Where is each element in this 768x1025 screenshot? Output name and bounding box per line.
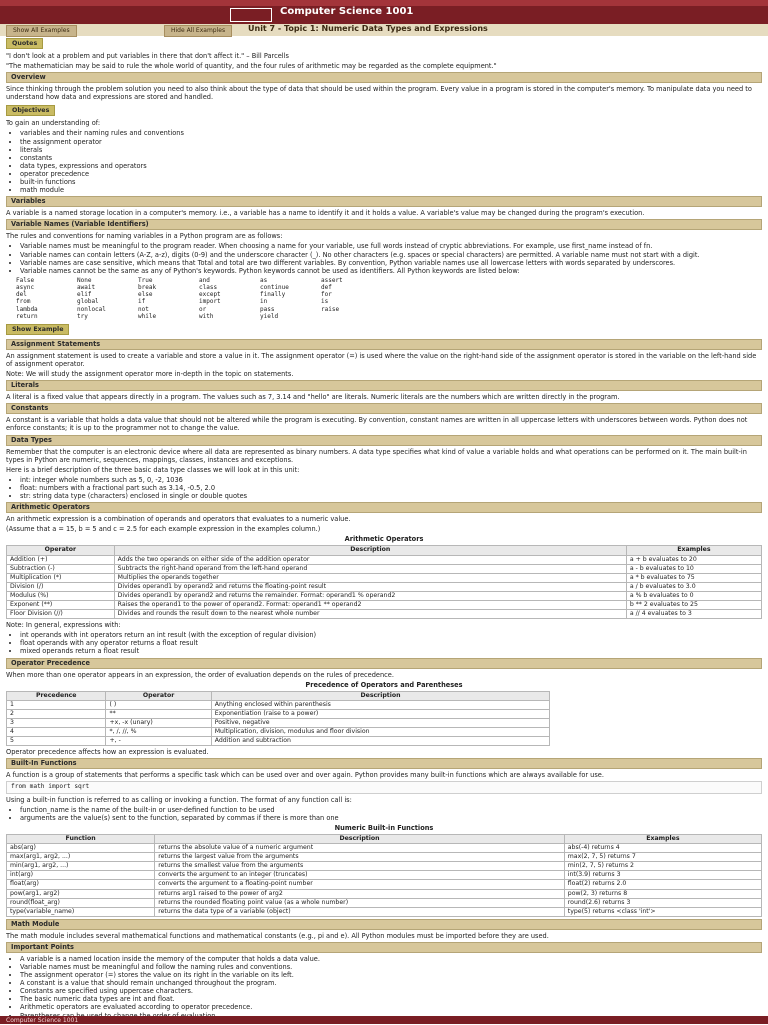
- objectives-toggle[interactable]: Objectives: [6, 105, 55, 116]
- keyword-table: [16, 277, 762, 320]
- keyword: while: [138, 313, 193, 320]
- important-points: [20, 955, 762, 1021]
- operator-row: [7, 610, 762, 619]
- functions-caption: Numeric Built-in Functions: [6, 824, 762, 832]
- prec-header: Description: [211, 691, 550, 700]
- function-cell: type(5) returns <class 'int'>: [564, 907, 761, 916]
- precedence-cell: **: [106, 709, 211, 718]
- operator-row: [7, 591, 762, 600]
- keyword: False: [16, 277, 71, 284]
- function-cell: returns the largest value from the arguments: [155, 853, 565, 862]
- functions-text: A function is a group of statements that performs a specific task which can be used over and over again. Python provides many built-in functions which are always available for use.: [6, 771, 762, 779]
- keyword: is: [321, 298, 376, 305]
- keyword: assert: [321, 277, 376, 284]
- op-header: Description: [114, 546, 626, 555]
- function-cell: float(2) returns 2.0: [564, 880, 761, 889]
- precedence-cell: 1: [7, 700, 106, 709]
- function-cell: abs(-4) returns 4: [564, 844, 761, 853]
- important-point: • Constants are specified using uppercase characters.: [20, 987, 762, 995]
- operator-cell: Adds the two operands on either side of the addition operator: [114, 555, 626, 564]
- app-title: Computer Science 1001: [280, 8, 413, 16]
- precedence-cell: Multiplication, division, modulus and floor division: [211, 728, 550, 737]
- operators-table: [6, 545, 762, 619]
- precedence-caption: Precedence of Operators and Parentheses: [6, 681, 762, 689]
- function-cell: returns the rounded floating point value (as a whole number): [155, 898, 565, 907]
- precedence-cell: +, -: [106, 737, 211, 746]
- keyword: return: [16, 313, 71, 320]
- math-import-code: from math import sqrt: [6, 781, 762, 793]
- constants-heading: Constants: [6, 403, 762, 414]
- variables-text: A variable is a named storage location in a computer's memory. i.e., a variable has a name to identify it and it holds a value. A variable's value may be changed during the program's execution.: [6, 209, 762, 217]
- function-cell: round(float_arg): [7, 898, 155, 907]
- objectives-list: [20, 129, 762, 194]
- keyword: import: [199, 298, 254, 305]
- keyword: finally: [260, 291, 315, 298]
- operator-cell: Exponent (**): [7, 600, 115, 609]
- operator-row: [7, 600, 762, 609]
- function-row: [7, 898, 762, 907]
- math-text: The math module includes several mathematical functions and mathematical constants (e.g., pi and e). All Python modules must be imported before they are used.: [6, 932, 762, 940]
- precedence-cell: 5: [7, 737, 106, 746]
- operator-cell: Floor Division (//): [7, 610, 115, 619]
- precedence-table: [6, 691, 550, 747]
- objective-item: • variables and their naming rules and conventions: [20, 129, 762, 137]
- keyword: in: [260, 298, 315, 305]
- precedence-row: [7, 728, 550, 737]
- precedence-cell: +x, -x (unary): [106, 719, 211, 728]
- keyword: class: [199, 284, 254, 291]
- function-cell: round(2.6) returns 3: [564, 898, 761, 907]
- precedence-cell: Addition and subtraction: [211, 737, 550, 746]
- assignment-note: Note: We will study the assignment operator more in-depth in the topic on statements.: [6, 370, 762, 378]
- keyword: not: [138, 306, 193, 313]
- precedence-cell: 4: [7, 728, 106, 737]
- keyword: continue: [260, 284, 315, 291]
- function-cell: abs(arg): [7, 844, 155, 853]
- constants-text: A constant is a variable that holds a data value that should not be altered while the program is executing. By convention, constant names are written in all uppercase letters with underscores between words. Python does not enforce constants; it is up to the programmer not to change the value.: [6, 416, 762, 432]
- functions-heading: Built-In Functions: [6, 758, 762, 769]
- names-intro: The rules and conventions for naming variables in a Python program are as follows:: [6, 232, 762, 240]
- function-cell: int(arg): [7, 871, 155, 880]
- function-cell: pow(arg1, arg2): [7, 889, 155, 898]
- precedence-cell: 2: [7, 709, 106, 718]
- show-all-examples-button[interactable]: Show All Examples: [6, 25, 77, 37]
- function-row: [7, 844, 762, 853]
- operators-heading: Arithmetic Operators: [6, 502, 762, 513]
- operator-cell: Division (/): [7, 582, 115, 591]
- keyword: yield: [260, 313, 315, 320]
- operator-cell: Subtraction (-): [7, 564, 115, 573]
- app-header: [0, 0, 768, 24]
- function-cell: max(2, 7, 5) returns 7: [564, 853, 761, 862]
- variable-names-heading: Variable Names (Variable Identifiers): [6, 219, 762, 230]
- numeric-type: • str: string data type (characters) enclosed in single or double quotes: [20, 492, 762, 500]
- precedence-cell: Anything enclosed within parenthesis: [211, 700, 550, 709]
- overview-heading: Overview: [6, 72, 762, 83]
- prec-header: Precedence: [7, 691, 106, 700]
- precedence-cell: Exponentiation (raise to a power): [211, 709, 550, 718]
- keyword: global: [77, 298, 132, 305]
- function-cell: converts the argument to a floating-point number: [155, 880, 565, 889]
- operator-row: [7, 582, 762, 591]
- naming-rule: • Variable names cannot be the same as any of Python's keywords. Python keywords cannot be used as identifiers. All Python keywords are listed below:: [20, 267, 762, 275]
- where-points: [20, 806, 762, 822]
- precedence-row: [7, 737, 550, 746]
- naming-rule: • Variable names must be meaningful to the program reader. When choosing a name for your variable, use full words instead of cryptic abbreviations. For example, use first_name instead of fn.: [20, 242, 762, 250]
- operator-cell: a / b evaluates to 3.0: [626, 582, 761, 591]
- division-points: [20, 631, 762, 655]
- operator-row: [7, 555, 762, 564]
- precedence-row: [7, 700, 550, 709]
- function-row: [7, 889, 762, 898]
- literals-text: A literal is a fixed value that appears directly in a program. The values such as 7, 3.14 and "hello" are literals. Numeric literals are the numbers which are written directly in the program.: [6, 393, 762, 401]
- important-point: • The basic numeric data types are int and float.: [20, 995, 762, 1003]
- numeric-types: [20, 476, 762, 500]
- where-point: • arguments are the value(s) sent to the function, separated by commas if there is more than one: [20, 814, 762, 822]
- numeric-type: • float: numbers with a fractional part such as 3.14, -0.5, 2.0: [20, 484, 762, 492]
- function-cell: converts the argument to an integer (truncates): [155, 871, 565, 880]
- operator-cell: Multiplication (*): [7, 573, 115, 582]
- division-point: • int operands with int operators return an int result (with the exception of regular division): [20, 631, 762, 639]
- function-cell: int(3.9) returns 3: [564, 871, 761, 880]
- keyword: await: [77, 284, 132, 291]
- math-heading: Math Module: [6, 919, 762, 930]
- precedence-row: [7, 709, 550, 718]
- keyword: pass: [260, 306, 315, 313]
- precedence-cell: 3: [7, 719, 106, 728]
- important-point: • Arithmetic operators are evaluated according to operator precedence.: [20, 1003, 762, 1011]
- keyword: del: [16, 291, 71, 298]
- overview-text: Since thinking through the problem solution you need to also think about the type of data that should be used within the program. Every value in a program is stored in the computer's memory. To manipulate data you need to understand how data and expressions are stored and handled.: [6, 85, 762, 101]
- keyword: as: [260, 277, 315, 284]
- precedence-cell: Positive, negative: [211, 719, 550, 728]
- operators-assume: (Assume that a = 15, b = 5 and c = 2.5 for each example expression in the examples column.): [6, 525, 762, 533]
- keyword: with: [199, 313, 254, 320]
- assignment-text: An assignment statement is used to create a variable and store a value in it. The assignment operator (=) is used where the value on the right-hand side of the assignment operator is stored in the variable on the left-hand side of assignment operator.: [6, 352, 762, 368]
- operator-cell: Divides operand1 by operand2 and returns the remainder. Format: operand1 % operand2: [114, 591, 626, 600]
- operator-cell: Subtracts the right-hand operand from the left-hand operand: [114, 564, 626, 573]
- important-point: • Variable names must be meaningful and follow the naming rules and conventions.: [20, 963, 762, 971]
- prec-header: Operator: [106, 691, 211, 700]
- keyword: or: [199, 306, 254, 313]
- objective-item: • operator precedence: [20, 170, 762, 178]
- important-point: • The assignment operator (=) stores the value on its right in the variable on its left.: [20, 971, 762, 979]
- literals-heading: Literals: [6, 380, 762, 391]
- function-row: [7, 853, 762, 862]
- function-row: [7, 862, 762, 871]
- numeric-intro: Here is a brief description of the three basic data type classes we will look at in this unit:: [6, 466, 762, 474]
- objectives-intro: To gain an understanding of:: [6, 119, 762, 127]
- precedence-cell: ( ): [106, 700, 211, 709]
- operator-cell: Addition (+): [7, 555, 115, 564]
- naming-rules: [20, 242, 762, 274]
- function-cell: min(2, 7, 5) returns 2: [564, 862, 761, 871]
- where-point: • function_name is the name of the built-in or user-defined function to be used: [20, 806, 762, 814]
- keyword: True: [138, 277, 193, 284]
- quote-1: "I don't look at a problem and put variables in there that don't affect it." – Bill Parcells: [6, 52, 762, 60]
- keyword: elif: [77, 291, 132, 298]
- division-point: • mixed operands return a float result: [20, 647, 762, 655]
- objective-item: • built-in functions: [20, 178, 762, 186]
- function-cell: returns arg1 raised to the power of arg2: [155, 889, 565, 898]
- calling-text: Using a built-in function is referred to as calling or invoking a function. The format of any function call is:: [6, 796, 762, 804]
- op-header: Operator: [7, 546, 115, 555]
- func-header: Examples: [564, 834, 761, 843]
- show-example-button[interactable]: Show Example: [6, 324, 69, 335]
- operators-caption: Arithmetic Operators: [6, 535, 762, 543]
- nav-bar: [0, 24, 768, 36]
- operator-cell: a % b evaluates to 0: [626, 591, 761, 600]
- precedence-after: Operator precedence affects how an expression is evaluated.: [6, 748, 762, 756]
- function-row: [7, 907, 762, 916]
- objective-item: • math module: [20, 186, 762, 194]
- numeric-type: • int: integer whole numbers such as 5, 0, -2, 1036: [20, 476, 762, 484]
- operators-intro: An arithmetic expression is a combination of operands and operators that evaluates to a numeric value.: [6, 515, 762, 523]
- keyword: lambda: [16, 306, 71, 313]
- functions-table: [6, 834, 762, 917]
- datatypes-text: Remember that the computer is an electronic device where all data are represented as binary numbers. A data type specifies what kind of value a variable holds and what operations can be performed on it. The main built-in types in Python are numeric, sequences, mappings, classes, instances and exceptions.: [6, 448, 762, 464]
- variables-heading: Variables: [6, 196, 762, 207]
- op-header: Examples: [626, 546, 761, 555]
- important-point: • A constant is a value that should remain unchanged throughout the program.: [20, 979, 762, 987]
- operator-cell: a * b evaluates to 75: [626, 573, 761, 582]
- operator-row: [7, 564, 762, 573]
- assignment-heading: Assignment Statements: [6, 339, 762, 350]
- objective-item: • data types, expressions and operators: [20, 162, 762, 170]
- keyword: for: [321, 291, 376, 298]
- keyword: break: [138, 284, 193, 291]
- logo-icon: [230, 8, 272, 22]
- func-header: Function: [7, 834, 155, 843]
- function-row: [7, 880, 762, 889]
- keyword: except: [199, 291, 254, 298]
- objective-item: • literals: [20, 146, 762, 154]
- hide-all-examples-button[interactable]: Hide All Examples: [164, 25, 232, 37]
- operator-cell: b ** 2 evaluates to 25: [626, 600, 761, 609]
- objective-item: • the assignment operator: [20, 138, 762, 146]
- function-cell: min(arg1, arg2, ...): [7, 862, 155, 871]
- keyword: try: [77, 313, 132, 320]
- title-bar: [0, 6, 768, 24]
- keyword: raise: [321, 306, 376, 313]
- operator-cell: a - b evaluates to 10: [626, 564, 761, 573]
- important-heading: Important Points: [6, 942, 762, 953]
- operator-cell: a // 4 evaluates to 3: [626, 610, 761, 619]
- keyword: and: [199, 277, 254, 284]
- keyword: else: [138, 291, 193, 298]
- precedence-cell: *, /, //, %: [106, 728, 211, 737]
- function-cell: type(variable_name): [7, 907, 155, 916]
- operator-cell: Modulus (%): [7, 591, 115, 600]
- naming-rule: • Variable names are case sensitive, which means that Total and total are two different variables. By convention, Python variable names use all lowercase letters with words separated by underscores.: [20, 259, 762, 267]
- function-cell: float(arg): [7, 880, 155, 889]
- footer-text: Computer Science 1001: [0, 1017, 78, 1024]
- operator-cell: Multiplies the operands together: [114, 573, 626, 582]
- keyword: def: [321, 284, 376, 291]
- operator-cell: Divides and rounds the result down to the nearest whole number: [114, 610, 626, 619]
- operator-cell: Divides operand1 by operand2 and returns the floating-point result: [114, 582, 626, 591]
- important-point: • Parentheses can be used to change the order of evaluation.: [20, 1012, 762, 1020]
- function-cell: pow(2, 3) returns 8: [564, 889, 761, 898]
- function-cell: returns the data type of a variable (object): [155, 907, 565, 916]
- function-cell: returns the absolute value of a numeric argument: [155, 844, 565, 853]
- naming-rule: • Variable names can contain letters (A-Z, a-z), digits (0-9) and the underscore character (_). No other characters (e.g. spaces or special characters) are permitted. A variable name must not start with a digit.: [20, 251, 762, 259]
- function-row: [7, 871, 762, 880]
- func-header: Description: [155, 834, 565, 843]
- content: [6, 36, 762, 1021]
- quote-2: "The mathematician may be said to rule the whole world of quantity, and the four rules of arithmetic may be regarded as the complete equipment.": [6, 62, 762, 70]
- precedence-intro: When more than one operator appears in an expression, the order of evaluation depends on the rules of precedence.: [6, 671, 762, 679]
- function-cell: max(arg1, arg2, ...): [7, 853, 155, 862]
- important-point: • A variable is a named location inside the memory of the computer that holds a data value.: [20, 955, 762, 963]
- unit-title: Unit 7 - Topic 1: Numeric Data Types and Expressions: [248, 25, 488, 33]
- division-note: Note: In general, expressions with:: [6, 621, 762, 629]
- operator-cell: a + b evaluates to 20: [626, 555, 761, 564]
- quotes-toggle[interactable]: Quotes: [6, 38, 43, 49]
- function-cell: returns the smallest value from the arguments: [155, 862, 565, 871]
- keyword: if: [138, 298, 193, 305]
- keyword: None: [77, 277, 132, 284]
- precedence-heading: Operator Precedence: [6, 658, 762, 669]
- operator-cell: Raises the operand1 to the power of operand2. Format: operand1 ** operand2: [114, 600, 626, 609]
- datatypes-heading: Data Types: [6, 435, 762, 446]
- keyword: async: [16, 284, 71, 291]
- objective-item: • constants: [20, 154, 762, 162]
- division-point: • float operands with any operator returns a float result: [20, 639, 762, 647]
- precedence-row: [7, 719, 550, 728]
- keyword: nonlocal: [77, 306, 132, 313]
- footer: [0, 1016, 768, 1024]
- keyword: from: [16, 298, 71, 305]
- operator-row: [7, 573, 762, 582]
